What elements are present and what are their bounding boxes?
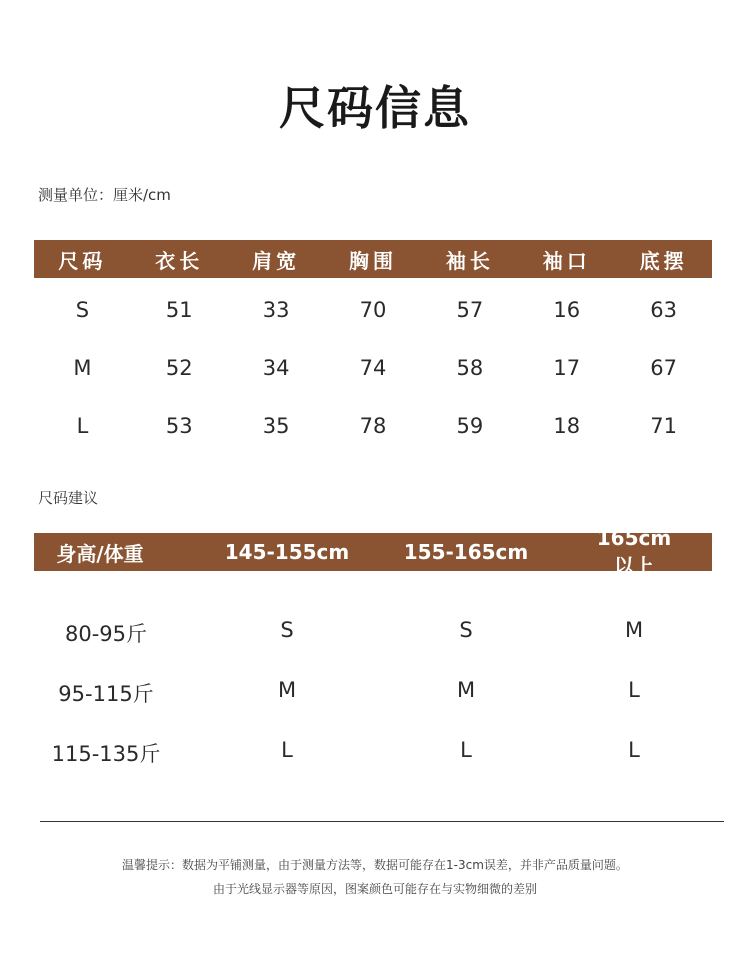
table-cell: 59 bbox=[456, 414, 484, 438]
table-cell: M bbox=[277, 678, 297, 702]
table-cell: L bbox=[628, 738, 640, 762]
table-cell: L bbox=[460, 738, 472, 762]
suggest-header-cell: 165cm以上 bbox=[596, 525, 672, 578]
size-header-cell: 尺码 bbox=[58, 248, 107, 273]
table-row bbox=[34, 414, 712, 438]
table-cell: 35 bbox=[262, 414, 290, 438]
suggest-header-cell: 145-155cm bbox=[224, 540, 350, 564]
table-cell: 115-135斤 bbox=[51, 742, 161, 766]
table-row bbox=[34, 298, 712, 322]
size-header-cell: 袖口 bbox=[542, 248, 591, 273]
table-cell: M bbox=[624, 618, 644, 642]
table-cell: L bbox=[281, 738, 293, 762]
size-table-header bbox=[34, 240, 712, 278]
table-cell: 16 bbox=[553, 298, 581, 322]
table-row bbox=[34, 356, 712, 380]
table-cell: 63 bbox=[650, 298, 677, 322]
table-cell: 17 bbox=[553, 356, 581, 380]
suggest-header-cell: 身高/体重 bbox=[56, 541, 144, 566]
table-cell: 51 bbox=[165, 298, 193, 322]
size-header-cell: 底摆 bbox=[639, 248, 688, 273]
table-cell: 78 bbox=[359, 414, 387, 438]
page-title: 尺码信息 bbox=[279, 81, 471, 135]
unit-label: 测量单位：厘米/cm bbox=[38, 186, 171, 204]
table-cell: 34 bbox=[262, 356, 290, 380]
table-cell: 70 bbox=[359, 298, 387, 322]
table-cell: S bbox=[459, 618, 473, 642]
table-cell: 58 bbox=[456, 356, 484, 380]
table-cell: S bbox=[75, 298, 90, 322]
suggest-header-cell: 155-165cm bbox=[403, 540, 529, 564]
note-line: 温馨提示：数据为平铺测量，由于测量方法等，数据可能存在1-3cm误差，并非产品质量问题。 bbox=[122, 858, 628, 872]
note-line: 由于光线显示器等原因，图案颜色可能存在与实物细微的差别 bbox=[212, 882, 537, 896]
table-cell: 71 bbox=[650, 414, 677, 438]
suggest-label: 尺码建议 bbox=[38, 489, 99, 507]
table-cell: L bbox=[76, 414, 89, 438]
table-cell: 53 bbox=[165, 414, 193, 438]
table-cell: 67 bbox=[650, 356, 677, 380]
table-cell: 33 bbox=[262, 298, 290, 322]
table-cell: M bbox=[73, 356, 92, 380]
table-cell: 57 bbox=[456, 298, 484, 322]
table-cell: S bbox=[280, 618, 294, 642]
size-header-cell: 衣长 bbox=[155, 248, 204, 273]
table-cell: M bbox=[456, 678, 476, 702]
table-cell: 80-95斤 bbox=[64, 622, 148, 646]
table-cell: 74 bbox=[359, 356, 387, 380]
suggest-table-header bbox=[34, 525, 712, 578]
table-cell: 52 bbox=[165, 356, 193, 380]
table-cell: 95-115斤 bbox=[58, 682, 154, 706]
divider bbox=[40, 821, 724, 822]
table-cell: 18 bbox=[553, 414, 581, 438]
size-header-cell: 胸围 bbox=[349, 248, 397, 273]
size-header-cell: 肩宽 bbox=[252, 248, 301, 273]
table-cell: L bbox=[628, 678, 640, 702]
size-header-cell: 袖长 bbox=[445, 248, 494, 273]
